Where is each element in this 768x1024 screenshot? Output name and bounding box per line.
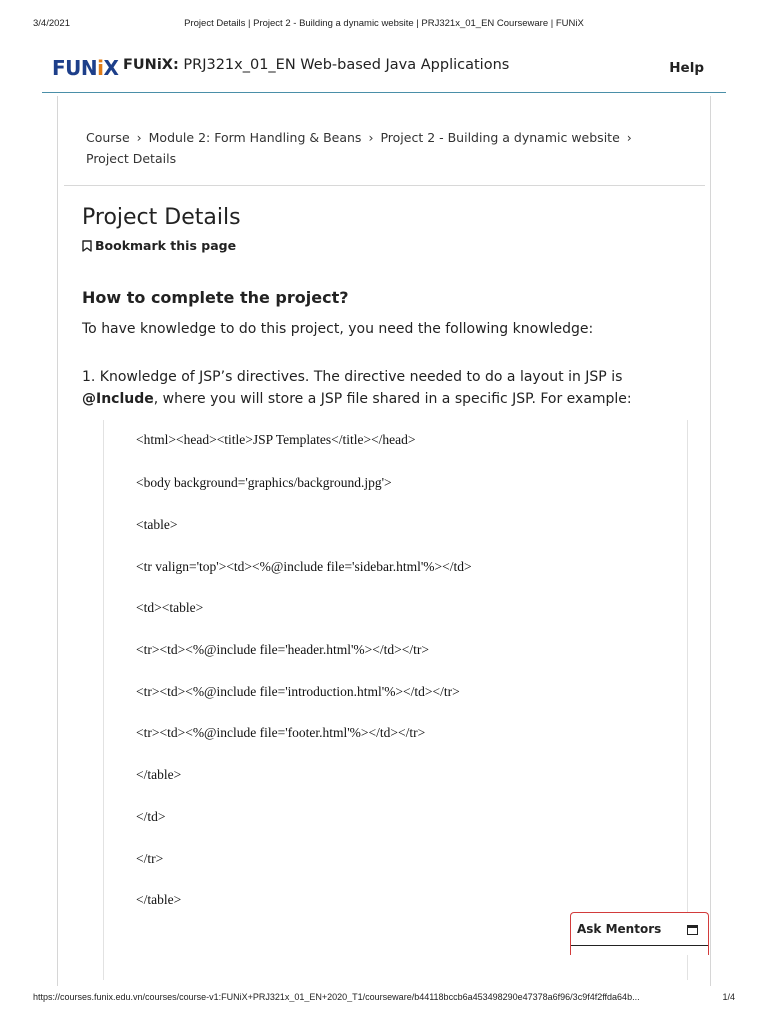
intro-paragraph: To have knowledge to do this project, you need the following knowledge:: [82, 321, 594, 337]
logo-text-dot: i: [97, 56, 104, 80]
breadcrumb-separator: ›: [626, 130, 632, 145]
breadcrumb-module[interactable]: Module 2: Form Handling & Beans: [148, 130, 362, 145]
breadcrumb-course[interactable]: Course: [86, 130, 130, 145]
code-line: <html><head><title>JSP Templates</title></head>: [136, 432, 416, 447]
logo-text-main: FUN: [52, 56, 98, 80]
code-line: </td>: [136, 809, 166, 824]
page-title: Project Details: [82, 205, 241, 230]
print-url: https://courses.funix.edu.vn/courses/course-v1:FUNiX+PRJ321x_01_EN+2020_T1/courseware/b44118bccb6a453498290e47378a6f96/3c9f4f2ffda64b...: [33, 992, 640, 1002]
course-name: PRJ321x_01_EN Web-based Java Applications: [183, 57, 510, 73]
code-line: <tr valign='top'><td><%@include file='sidebar.html'%></td>: [136, 559, 472, 574]
code-line: </table>: [136, 892, 182, 907]
help-link[interactable]: Help: [669, 60, 704, 76]
code-line: <tr><td><%@include file='introduction.html'%></td></tr>: [136, 684, 460, 699]
point-1-text-end: , where you will store a JSP file shared in a specific JSP. For example:: [153, 391, 632, 407]
ask-mentors-divider: [571, 945, 708, 946]
print-page-number: 1/4: [722, 992, 735, 1002]
course-prefix: FUNiX:: [123, 57, 179, 73]
code-line: <td><table>: [136, 600, 204, 615]
code-line: <tr><td><%@include file='footer.html'%></td></tr>: [136, 725, 426, 740]
code-line: <table>: [136, 517, 178, 532]
print-date: 3/4/2021: [33, 18, 70, 29]
print-title: Project Details | Project 2 - Building a dynamic website | PRJ321x_01_EN Courseware | FUNiX: [184, 18, 584, 29]
code-line: <tr><td><%@include file='header.html'%></td></tr>: [136, 642, 429, 657]
top-bar: [42, 52, 726, 92]
section-heading: How to complete the project?: [82, 288, 349, 307]
bookmark-icon: [82, 240, 92, 252]
code-line: </tr>: [136, 851, 164, 866]
code-example-box: [103, 420, 688, 980]
ask-mentors-widget[interactable]: [570, 912, 709, 955]
code-line: <body background='graphics/background.jpg'>: [136, 475, 392, 490]
point-1-directive: @Include: [82, 391, 154, 407]
breadcrumb-separator: ›: [136, 130, 142, 145]
logo-text-end: X: [103, 56, 119, 80]
breadcrumb-separator: ›: [368, 130, 374, 145]
breadcrumb-project[interactable]: Project 2 - Building a dynamic website: [380, 130, 620, 145]
top-bar-divider: [42, 92, 726, 93]
point-1-text-start: 1. Knowledge of JSP’s directives. The directive needed to do a layout in JSP is: [82, 369, 623, 385]
course-title: [123, 57, 509, 73]
print-header: [0, 18, 768, 32]
breadcrumb-divider: [64, 185, 705, 186]
breadcrumb-current: Project Details: [86, 151, 177, 166]
code-line: </table>: [136, 767, 182, 782]
maximize-icon[interactable]: [687, 925, 698, 935]
print-footer: [0, 992, 768, 1006]
bookmark-button[interactable]: [82, 238, 236, 253]
ask-mentors-label: Ask Mentors: [577, 922, 662, 936]
point-1-paragraph: [82, 366, 682, 410]
bookmark-label: Bookmark this page: [95, 238, 237, 253]
breadcrumb: [86, 127, 646, 169]
funix-logo[interactable]: [52, 56, 118, 80]
